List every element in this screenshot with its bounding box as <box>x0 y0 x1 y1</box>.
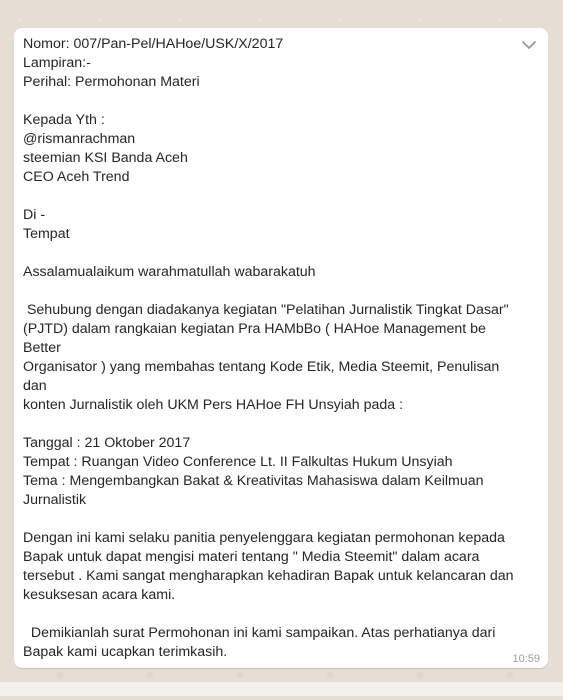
message-bubble[interactable] <box>14 28 548 668</box>
message-line: Nomor: 007/Pan-Pel/HAHoe/USK/X/2017 <box>23 36 284 52</box>
message-line <box>23 510 516 529</box>
message-line: Tempat <box>23 226 70 242</box>
message-line: konten Jurnalistik oleh UKM Pers HAHoe FH Unsyiah pada : <box>23 397 404 413</box>
message-line: Bapak kami ucapkan terimkasih. <box>23 644 228 660</box>
message-line: CEO Aceh Trend <box>23 169 130 185</box>
message-line: Demikianlah surat Permohonan ini kami sampaikan. Atas perhatianya dari <box>23 625 496 641</box>
message-line <box>23 187 516 206</box>
message-line <box>23 282 516 301</box>
message-line: Organisator ) yang membahas tentang Kode Etik, Media Steemit, Penulisan dan <box>23 359 504 394</box>
chevron-down-icon[interactable] <box>520 38 538 52</box>
message-line: steemian KSI Banda Aceh <box>23 150 188 166</box>
message-line: Perihal: Permohonan Materi <box>23 74 200 90</box>
message-timestamp: 10:59 <box>512 653 540 665</box>
message-line: @rismanrachman <box>23 131 136 147</box>
message-text <box>23 35 538 700</box>
message-line <box>23 605 516 624</box>
message-line: (PJTD) dalam rangkaian kegiatan Pra HAMbBo ( HAHoe Management be Better <box>23 321 490 356</box>
message-line <box>23 415 516 434</box>
message-line <box>23 662 516 681</box>
message-line: Dengan ini kami selaku panitia penyelenggara kegiatan permohonan kepada <box>23 530 505 546</box>
message-line: Lampiran:- <box>23 55 91 71</box>
message-line: Tema : Mengembangkan Bakat & Kreativitas Mahasiswa dalam Keilmuan <box>23 473 484 489</box>
message-line: kesuksesan acara kami. <box>23 587 176 603</box>
message-line: Sehubung dengan diadakanya kegiatan "Pelatihan Jurnalistik Tingkat Dasar" <box>23 302 509 318</box>
message-line <box>23 244 516 263</box>
message-line: Tanggal : 21 Oktober 2017 <box>23 435 191 451</box>
message-line: Tempat : Ruangan Video Conference Lt. II Falkultas Hukum Unsyiah <box>23 454 453 470</box>
message-line: tersebut . Kami sangat mengharapkan kehadiran Bapak untuk kelancaran dan <box>23 568 514 584</box>
message-line: Kepada Yth : <box>23 112 105 128</box>
message-line <box>23 92 516 111</box>
message-line: Assalamualaikum warahmatullah wabarakatuh <box>23 264 316 280</box>
message-line: Jurnalistik <box>23 492 87 508</box>
message-line: Di - <box>23 207 46 223</box>
bottom-strip <box>0 682 563 696</box>
message-line: Bapak untuk dapat mengisi materi tentang " Media Steemit" dalam acara <box>23 549 480 565</box>
